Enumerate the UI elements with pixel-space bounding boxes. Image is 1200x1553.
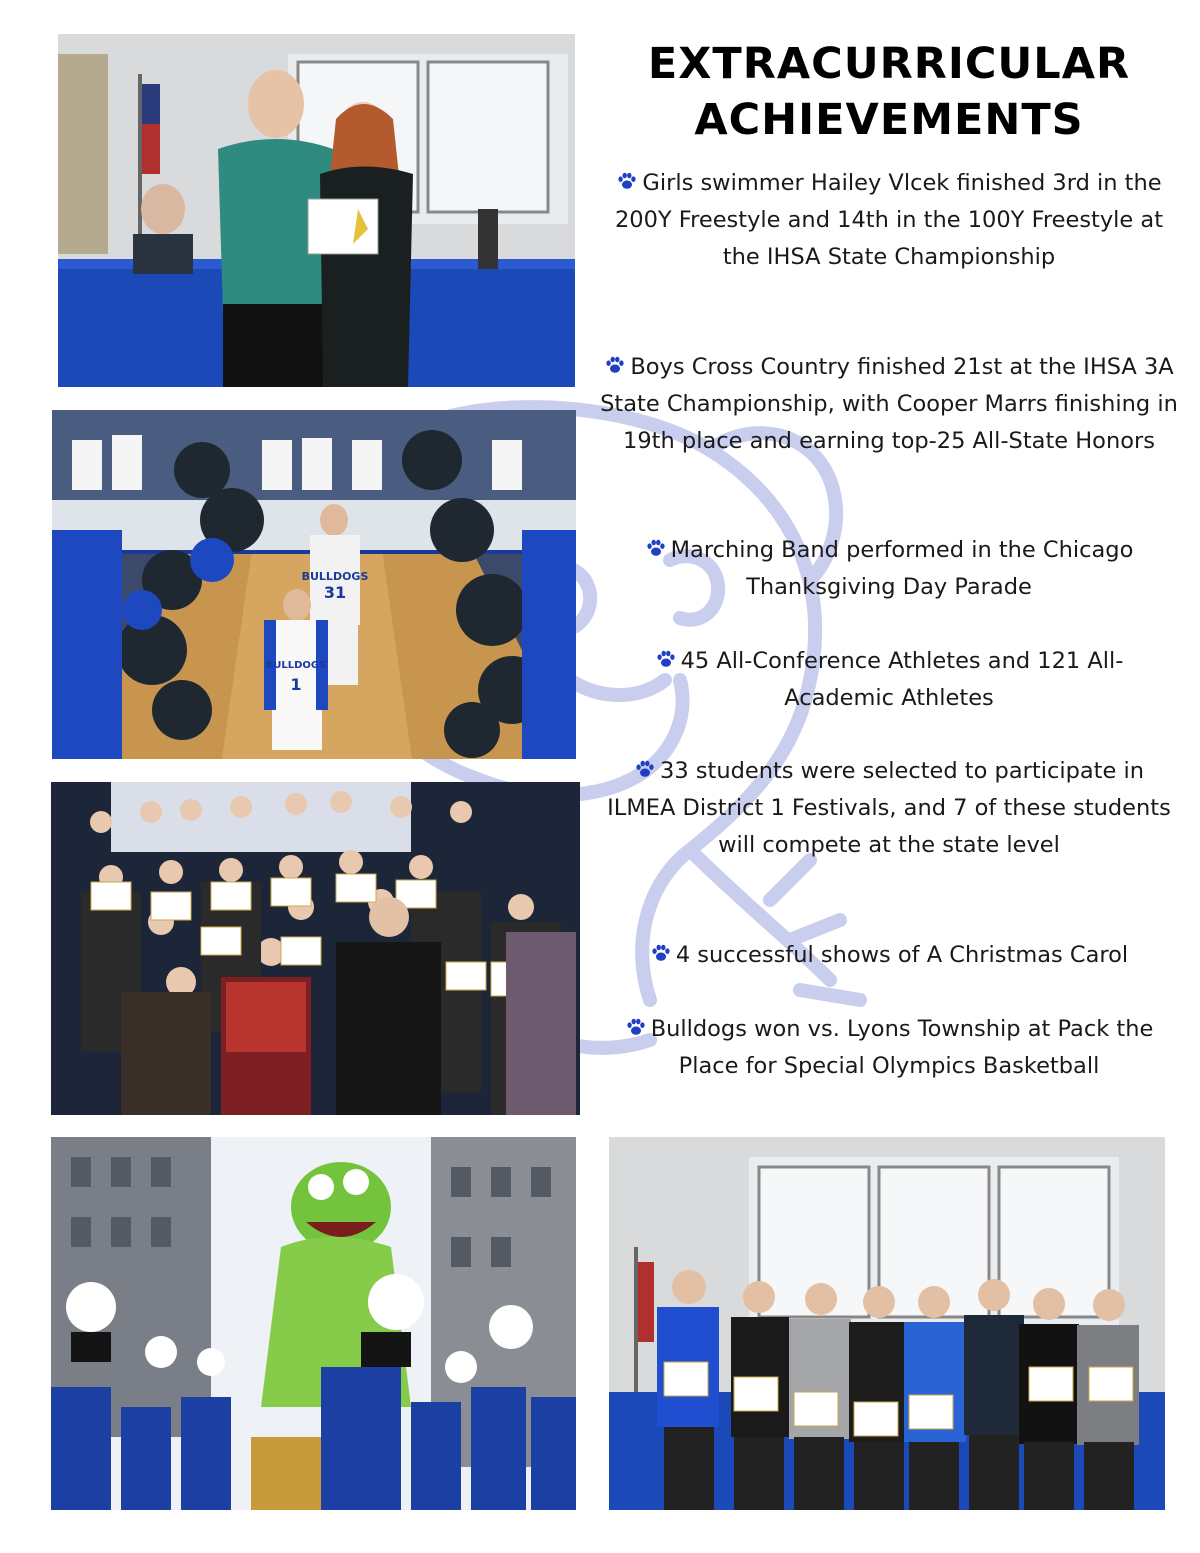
achievement-text: 45 All-Conference Athletes and 121 All-Academic Athletes xyxy=(680,648,1124,711)
achievement-text: 33 students were selected to participate in ILMEA District 1 Festivals, and 7 of these students will compete at the state level xyxy=(607,758,1171,858)
achievement-item xyxy=(600,643,1178,717)
achievement-item xyxy=(600,532,1178,606)
photo-special-olympics-basketball xyxy=(52,410,576,759)
achievement-item xyxy=(600,753,1178,864)
photo-ilmea-group xyxy=(51,782,580,1115)
achievement-text: Boys Cross Country finished 21st at the IHSA 3A State Championship, with Cooper Marrs finishing in 19th place and earning top-25 All-State Honors xyxy=(600,354,1178,454)
achievement-text: Girls swimmer Hailey Vlcek finished 3rd in the 200Y Freestyle and 14th in the 100Y Freestyle at the IHSA State Championship xyxy=(614,170,1164,270)
jersey-1-number: 31 xyxy=(323,583,347,602)
jersey-2-team: BULLDOGS xyxy=(265,660,327,671)
achievement-item xyxy=(600,1011,1178,1085)
paw-icon xyxy=(645,537,667,559)
achievement-text: Bulldogs won vs. Lyons Township at Pack the Place for Special Olympics Basketball xyxy=(650,1016,1154,1079)
paw-icon xyxy=(616,170,638,192)
photo-marching-band-parade xyxy=(51,1137,576,1510)
achievement-item xyxy=(600,937,1178,974)
achievement-text: Marching Band performed in the Chicago Thanksgiving Day Parade xyxy=(670,537,1134,600)
achievement-item xyxy=(600,349,1178,460)
achievement-item xyxy=(600,165,1178,276)
jersey-1-team: BULLDOGS xyxy=(301,570,369,583)
page-title-line-2: ACHIEVEMENTS xyxy=(694,95,1084,145)
paw-icon xyxy=(650,942,672,964)
photo-cross-country-team xyxy=(609,1137,1165,1510)
page-title xyxy=(600,36,1178,148)
paw-icon xyxy=(604,354,626,376)
achievement-text: 4 successful shows of A Christmas Carol xyxy=(675,942,1129,968)
photo-swimmer-award xyxy=(58,34,575,387)
paw-icon xyxy=(625,1016,647,1038)
paw-icon xyxy=(634,758,656,780)
jersey-2-number: 1 xyxy=(290,675,302,694)
paw-icon xyxy=(655,648,677,670)
page-title-line-1: EXTRACURRICULAR xyxy=(647,39,1131,89)
